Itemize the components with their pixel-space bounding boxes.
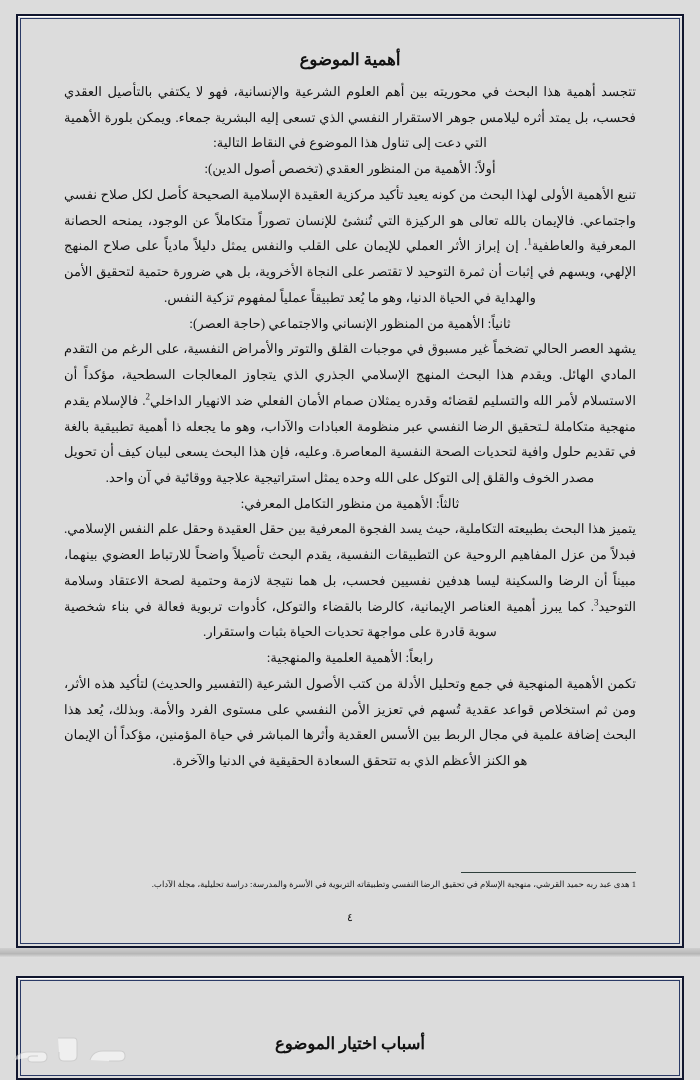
footnote-ref-2[interactable]: 2	[145, 391, 151, 402]
page-content-area-2	[18, 978, 682, 1078]
paragraph-human-text-after-ref: . فالإسلام يقدم منهجية متكاملة لـتحقيق الرضا النفسي عبر منظومة العبادات والآداب، وهو ما يجعله ذا أهمية تطبيقية بالغة في تقديم حلول وافية لتحديات الصحة النفسية المعاصرة. وعليه، فإن هذا البحث يسعى لبيان كيف أن تحويل مصدر الخوف والقلق إلى التوكل على الله وحده يمثل استراتيجية علاجية ووقائية في آن واحد.	[64, 392, 636, 486]
page-number: ٤	[347, 912, 353, 924]
paragraph-creedal-text-before-ref: تنبع الأهمية الأولى لهذا البحث من كونه يعيد تأكيد مركزية العقيدة الإسلامية الصحيحة كأصل لكل صلاح نفسي واجتماعي. فالإيمان بالله تعالى هو الركيزة التي تُنشئ للإنسان تصوراً متكاملاً عن الوجود، يمنحه الحصانة المعرفية والعاطفية	[64, 186, 637, 254]
page-content-area	[18, 16, 682, 946]
footnote-entry-1: 1 هدى عبد ربه حميد القرشي، منهجية الإسلام في تحقيق الرضا النفسي وتطبيقاته التربوية في الأسرة والمدرسة: دراسة تحليلية، مجلة الآداب.	[151, 879, 636, 890]
paragraph-human-social-perspective	[64, 336, 636, 490]
sub-heading-third: ثالثاً: الأهمية من منظور التكامل المعرفي:	[240, 495, 460, 511]
footnote-ref-1[interactable]: 1	[527, 237, 532, 248]
paragraph-intro: تتجسد أهمية هذا البحث في محوريته بين أهم العلوم الشرعية والإنسانية، فهو لا يكتفي بالتأصيل العقدي فحسب، بل يمتد أثره ليلامس جوهر الاستقرار النفسي الذي تسعى إليه البشرية جمعاء. ويمكن بلورة الأهمية التي دعت إلى تناول هذا الموضوع في النقاط التالية:	[64, 84, 636, 151]
page-border-frame-2	[16, 976, 684, 1080]
footnote-ref-3[interactable]: 3	[593, 597, 599, 608]
page-2-title: أسباب اختيار الموضوع	[275, 1034, 425, 1053]
paragraph-scientific-methodological: تكمن الأهمية المنهجية في جمع وتحليل الأدلة من كتب الأصول الشرعية (التفسير والحديث) لتأكيد هذه الأثر، ومن ثم استخلاص قواعد عقدية تُسهم في تعزيز الأمن النفسي على مستوى الفرد والأمة. وبذلك، يُعد هذا البحث إضافة علمية في مجال الربط بين الأسس العقدية وأثرها المباشر في حياة المؤمنين، مؤكداً أن الإيمان هو الكنز الأعظم الذي به تتحقق السعادة الحقيقية في الدنيا والآخرة.	[64, 675, 636, 769]
document-page-2	[0, 958, 700, 1080]
paragraph-human-text-before-ref: يشهد العصر الحالي تضخماً غير مسبوق في موجبات القلق والتوتر والأمراض النفسية، على الرغم من التقدم المادي الهائل. ويقدم هذا البحث المنهج الإسلامي الجذري الذي يتجاوز المعالجات السطحية، مؤكداً أن الاستسلام لأمر الله والتسليم لقضائه وقدره يمثلان صمام الأمان الفعلي ضد الانهيار الداخلي	[64, 341, 636, 408]
page-title: أهمية الموضوع	[299, 50, 401, 69]
paragraph-creedal-perspective	[64, 182, 636, 311]
paragraph-knowledge-text-before-ref: يتميز هذا البحث بطبيعته التكاملية، حيث يسد الفجوة المعرفية بين حقل العقيدة وحقل علم النفس الإسلامي. فبدلاً من عزل المفاهيم الروحية عن التطبيقات النفسية، يقدم البحث تأصيلاً واضحاً للارتباط العضوي بينهما، مبيناً أن الرضا والسكينة ليسا هدفين نفسيين فحسب، بل هما نتيجة لازمة وحتمية لصحة الاعتقاد وسلامة التوحيد	[64, 521, 636, 614]
paragraph-knowledge-text-after-ref: . كما يبرز أهمية العناصر الإيمانية، كالرضا بالقضاء والتوكل، كأدوات تربوية فعالة في بناء شخصية سوية قادرة على مواجهة تحديات الحياة بثبات واستقرار.	[64, 598, 594, 640]
footnote-separator-line	[461, 872, 636, 873]
paragraph-creedal-text-after-ref: . إن إبراز الأثر العملي للإيمان على القلب والنفس يمثل دليلاً مادياً على صلاح المنهج الإلهي، ويسهم في إثبات أن ثمرة التوحيد لا تقتصر على النجاة الأخروية، بل هي ضرورة حتمية لتحقيق الأمن والهداية في الحياة الدنيا، وهو ما يُعد تطبيقاً عملياً لمفهوم تزكية النفس.	[64, 238, 636, 305]
sub-heading-second: ثانياً: الأهمية من المنظور الإنساني والاجتماعي (حاجة العصر):	[189, 315, 511, 331]
sub-heading-fourth: رابعاً: الأهمية العلمية والمنهجية:	[266, 650, 434, 666]
paragraph-knowledge-integration	[64, 516, 636, 645]
page-separator	[0, 948, 700, 958]
page-border-frame	[16, 14, 684, 948]
sub-heading-first: أولاً: الأهمية من المنظور العقدي (تخصص أصول الدين):	[204, 161, 496, 177]
footnote-section	[64, 872, 636, 892]
